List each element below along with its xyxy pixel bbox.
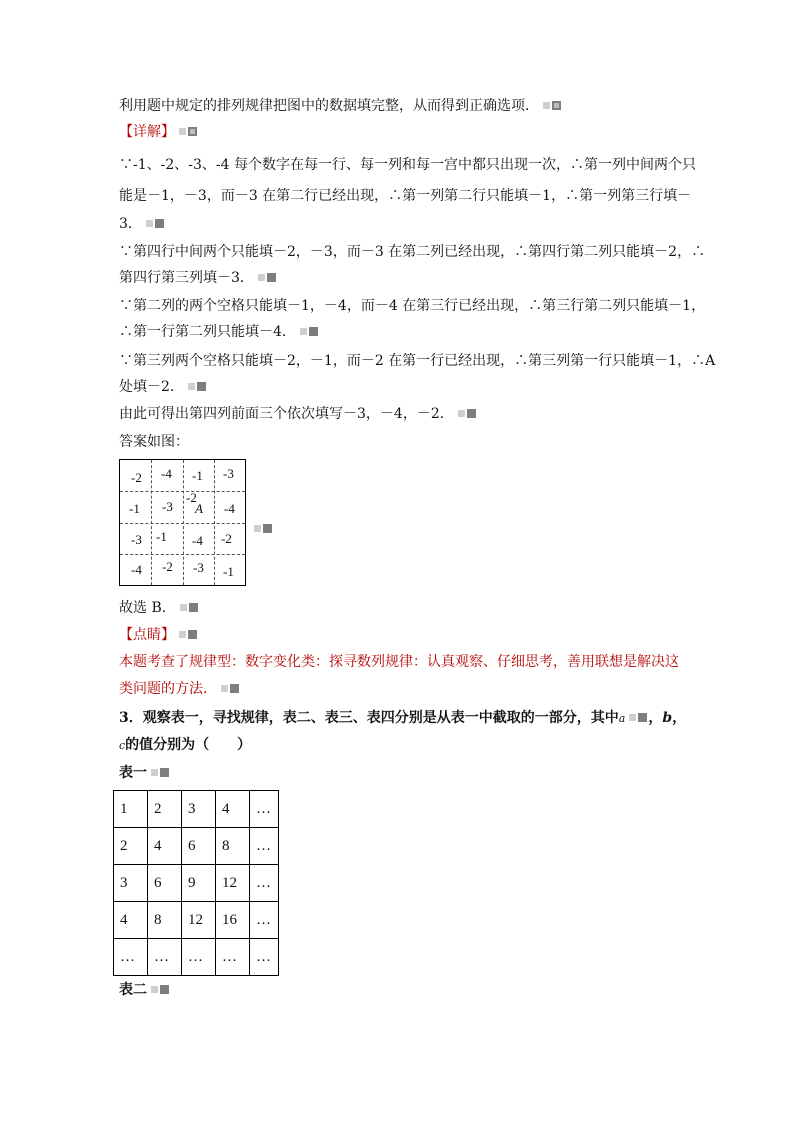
grid-number: -1 <box>156 529 167 544</box>
question-line: c的值分别为（ ） <box>119 737 252 753</box>
table-row: … … … … … <box>114 939 279 976</box>
image-mark-icon <box>220 680 240 691</box>
image-mark-icon <box>457 405 477 416</box>
conclusion-text: 故选 B． <box>119 598 199 618</box>
detail-line: ∵-1、-2、-3、-4 每个数字在每一行、每一列和每一宫中都只出现一次，∴第一列中间两个只 <box>119 157 696 173</box>
detail-heading: 【详解】 <box>119 122 198 142</box>
grid-number: -3 <box>193 560 204 575</box>
image-mark-icon <box>299 323 319 334</box>
grid-number: -4 <box>192 533 203 548</box>
grid-number: -1 <box>223 564 234 579</box>
detail-line: ∵第三列两个空格只能填－2，－1，而－2 在第一行已经出现，∴第三列第一行只能填－1，∴A <box>119 353 716 369</box>
image-mark-icon <box>542 97 562 108</box>
image-mark-icon <box>150 981 170 992</box>
image-mark-icon <box>628 709 648 720</box>
question-line: 3．观察表一，寻找规律，表二、表三、表四分别是从表一中截取的一部分，其中a ，b， <box>119 710 687 726</box>
grid-number: -1 <box>192 468 203 483</box>
comment-line: 本题考查了规律型：数字变化类：探寻数列规律：认真观察、仔细思考，善用联想是解决这 <box>119 654 679 670</box>
detail-line: 处填－2． <box>119 377 207 397</box>
table-row: 1 2 3 4 … <box>114 791 279 828</box>
grid-number: -2 <box>162 559 173 574</box>
grid-number: -4 <box>131 562 142 577</box>
image-mark-icon <box>178 626 198 637</box>
table-row: 4 8 12 16 … <box>114 902 279 939</box>
grid-number: -3 <box>162 499 173 514</box>
detail-line: 答案如图： <box>119 434 189 450</box>
image-mark-icon <box>178 123 198 134</box>
detail-line: ∵第二列的两个空格只能填－1，－4，而－4 在第三行已经出现，∴第三行第二列只能填－1， <box>119 298 706 314</box>
comment-heading: 【点睛】 <box>119 625 198 645</box>
detail-line: ∵第四行中间两个只能填－2，－3，而－3 在第二列已经出现，∴第四行第二列只能填－2，∴ <box>119 244 706 260</box>
image-mark-icon <box>253 519 273 530</box>
grid-number: -3 <box>131 532 142 547</box>
detail-line: 第四行第三列填－3． <box>119 268 277 288</box>
comment-line: 类问题的方法． <box>119 679 240 699</box>
detail-line: 由此可得出第四列前面三个依次填写－3，－4，－2． <box>119 404 477 424</box>
grid-number: -2 <box>221 531 232 546</box>
image-mark-icon <box>150 764 170 775</box>
grid-number: -4 <box>224 501 235 516</box>
table-row: 2 4 6 8 … <box>114 828 279 865</box>
table-row: 3 6 9 12 … <box>114 865 279 902</box>
grid-number: -1 <box>129 501 140 516</box>
grid-label-a: A <box>195 501 203 516</box>
detail-line: ∴第一行第二列只能填－4． <box>119 322 319 342</box>
answer-grid <box>119 459 246 586</box>
detail-line: 3． <box>119 214 165 234</box>
grid-number: -4 <box>161 466 172 481</box>
intro-text: 利用题中规定的排列规律把图中的数据填完整，从而得到正确选项． <box>119 96 562 116</box>
image-mark-icon <box>187 378 207 389</box>
table-one <box>113 790 279 976</box>
grid-number: -2 <box>131 470 142 485</box>
table1-label: 表一 <box>119 763 170 783</box>
table2-label: 表二 <box>119 980 170 1000</box>
image-mark-icon <box>145 215 165 226</box>
image-mark-icon <box>179 599 199 610</box>
detail-line: 能是－1，－3，而－3 在第二行已经出现，∴第一列第二行只能填－1，∴第一列第三行填－ <box>119 188 692 204</box>
grid-number: -3 <box>223 466 234 481</box>
image-mark-icon <box>257 269 277 280</box>
grid-number: -2 <box>186 490 197 505</box>
